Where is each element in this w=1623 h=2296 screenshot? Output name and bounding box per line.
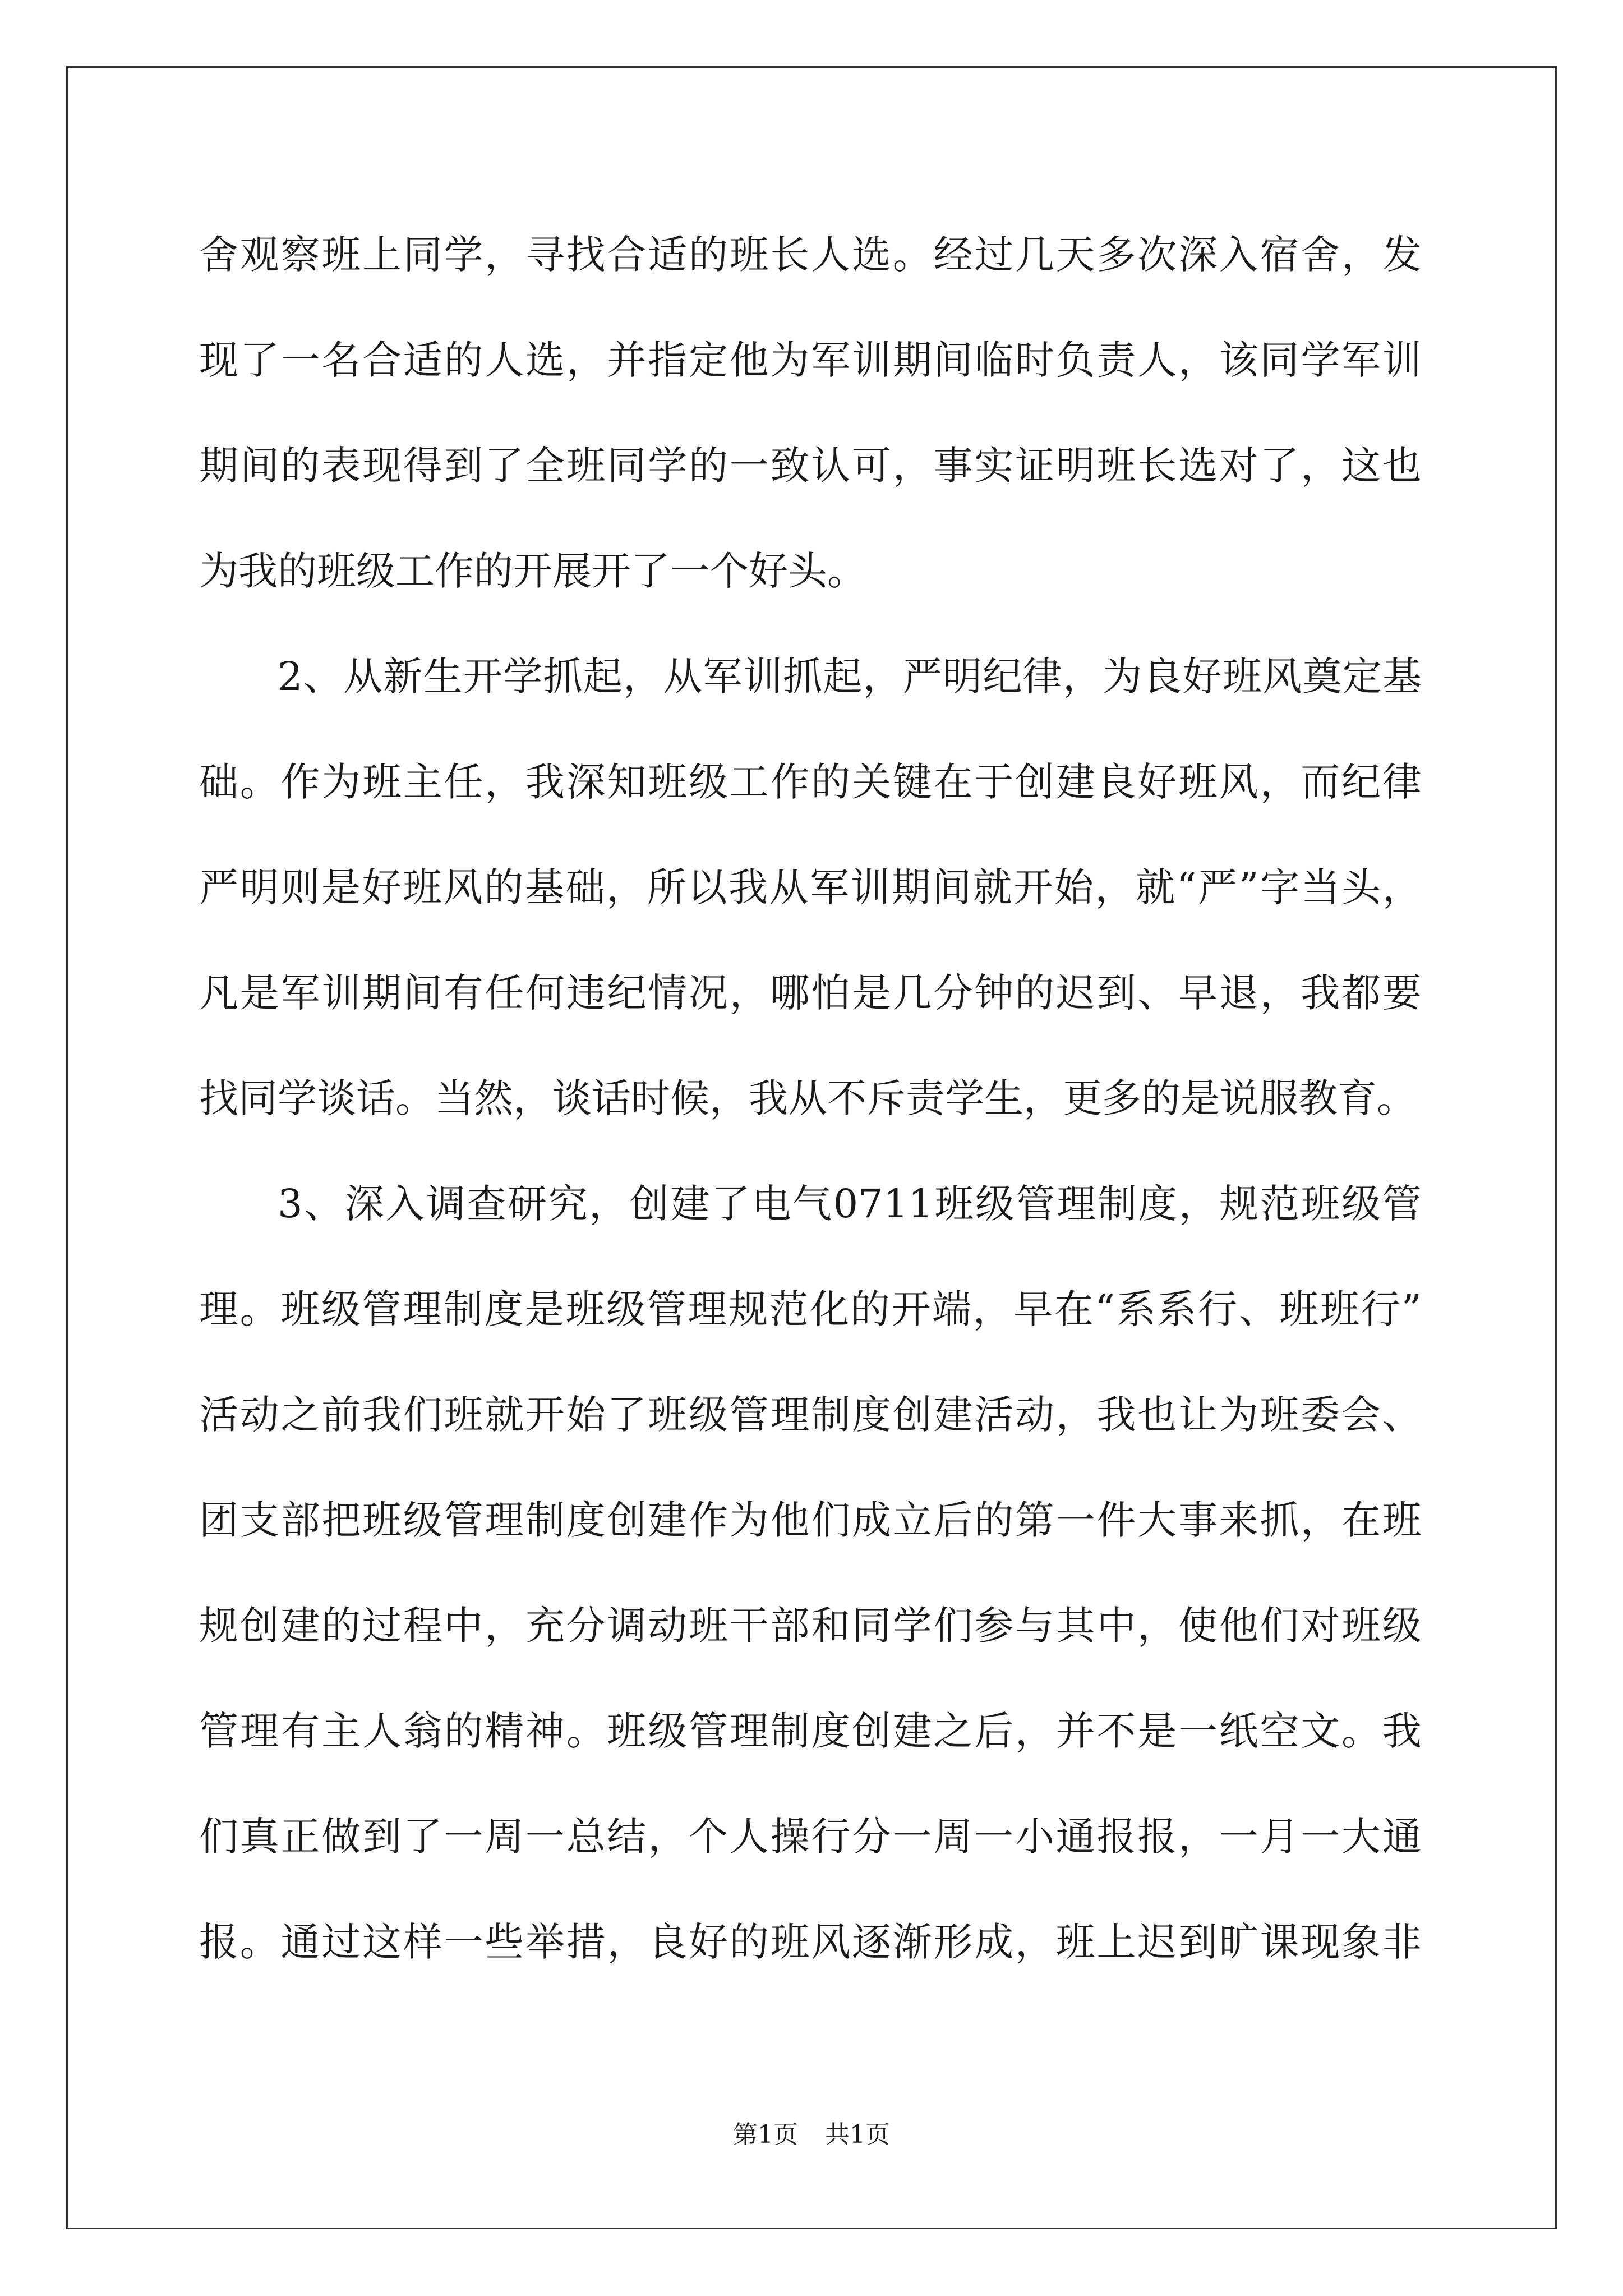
text-line: 管 理 有 主 人 翁 的 精 神 。 班 级 管 理 制 度 创 建 之 后 ， 并 不 是 一 纸 空 文 。 我 (199, 1708, 1422, 1754)
page-number-total: 共1页 (825, 2120, 890, 2149)
page-number-current: 第1页 (733, 2120, 798, 2149)
text-line: 2 、 从 新 生 开 学 抓 起 ， 从 军 训 抓 起 ， 严 明 纪 律 ， 为 良 好 班 风 奠 定 基 (278, 654, 1422, 700)
text-line: 报 。 通 过 这 样 一 些 举 措 ， 良 好 的 班 风 逐 渐 形 成 ， 班 上 迟 到 旷 课 现 象 非 (199, 1919, 1422, 1965)
text-line: 严 明 则 是 好 班 风 的 基 础 ， 所 以 我 从 军 训 期 间 就 开 始 ， 就 “ 严 ” 字 当 头 ， (199, 864, 1422, 910)
text-line: 理 。 班 级 管 理 制 度 是 班 级 管 理 规 范 化 的 开 端 ， 早 在 “ 系 系 行 、 班 班 行 ” (199, 1286, 1422, 1332)
page-footer (0, 2118, 1623, 2152)
text-line: 活 动 之 前 我 们 班 就 开 始 了 班 级 管 理 制 度 创 建 活 动 ， 我 也 让 为 班 委 会 、 (199, 1392, 1422, 1438)
text-line: 期 间 的 表 现 得 到 了 全 班 同 学 的 一 致 认 可 ， 事 实 证 明 班 长 选 对 了 ， 这 也 (199, 443, 1422, 489)
text-line: 为 我 的 班 级 工 作 的 开 展 开 了 一 个 好 头 。 (199, 548, 866, 594)
document-body (199, 202, 1422, 1995)
text-line: 们 真 正 做 到 了 一 周 一 总 结 ， 个 人 操 行 分 一 周 一 小 通 报 报 ， 一 月 一 大 通 (199, 1814, 1422, 1860)
text-line: 现 了 一 名 合 适 的 人 选 ， 并 指 定 他 为 军 训 期 间 临 时 负 责 人 ， 该 同 学 军 训 (199, 337, 1422, 383)
text-line: 团 支 部 把 班 级 管 理 制 度 创 建 作 为 他 们 成 立 后 的 第 一 件 大 事 来 抓 ， 在 班 (199, 1497, 1422, 1543)
text-line: 舍 观 察 班 上 同 学 ， 寻 找 合 适 的 班 长 人 选 。 经 过 几 天 多 次 深 入 宿 舍 ， 发 (199, 232, 1422, 278)
text-line: 找 同 学 谈 话 。 当 然 ， 谈 话 时 候 ， 我 从 不 斥 责 学 生 ， 更 多 的 是 说 服 教 育 。 (199, 1075, 1416, 1121)
text-line: 3 、 深 入 调 查 研 究 ， 创 建 了 电 气 0711 班 级 管 理 制 度 ， 规 范 班 级 管 (278, 1181, 1422, 1227)
text-line: 础 。 作 为 班 主 任 ， 我 深 知 班 级 工 作 的 关 键 在 于 创 建 良 好 班 风 ， 而 纪 律 (199, 759, 1422, 805)
text-line: 规 创 建 的 过 程 中 ， 充 分 调 动 班 干 部 和 同 学 们 参 与 其 中 ， 使 他 们 对 班 级 (199, 1603, 1422, 1649)
text-line: 凡 是 军 训 期 间 有 任 何 违 纪 情 况 ， 哪 怕 是 几 分 钟 的 迟 到 、 早 退 ， 我 都 要 (199, 970, 1422, 1016)
